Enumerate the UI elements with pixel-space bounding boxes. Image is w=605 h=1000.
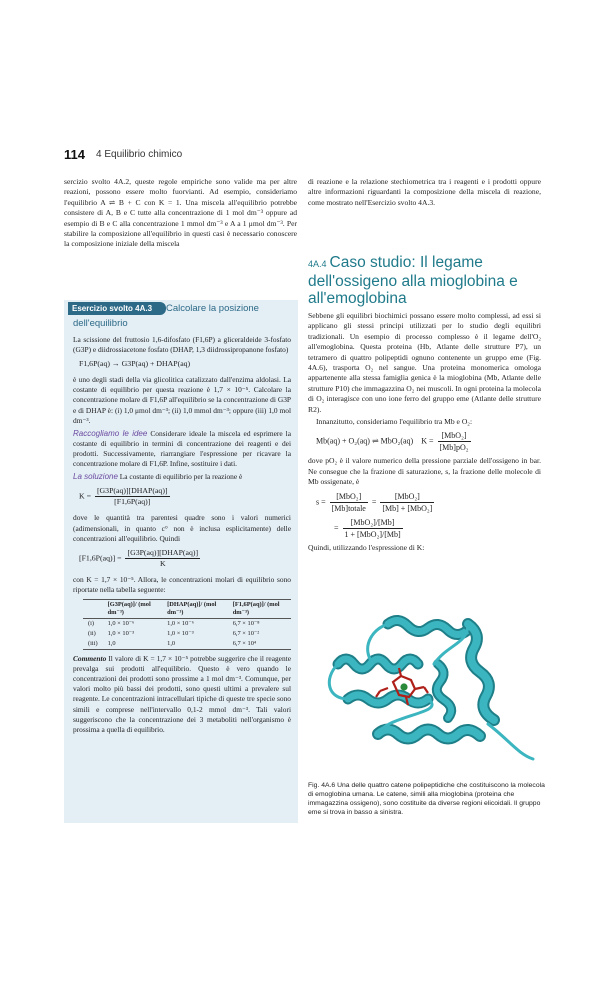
worked-example-title-2: dell'equilibrio xyxy=(73,318,128,329)
table-header: [DHAP(aq)]/ (mol dm⁻³) xyxy=(162,600,228,619)
section-heading xyxy=(308,254,541,307)
fraction-numerator: [MbO₂] xyxy=(330,491,368,503)
table-cell: 1,0 × 10⁻⁶ xyxy=(167,620,194,628)
table-header: [G3P(aq)]/ (mol dm⁻³) xyxy=(103,600,163,619)
ideas-lead: Raccogliamo le idee xyxy=(73,428,148,438)
section-number: 4A.4 xyxy=(308,259,327,269)
protein-helices xyxy=(329,620,533,759)
table-cell: 1,0 × 10⁻³ xyxy=(167,630,194,638)
equation-saturation-2 xyxy=(334,517,541,540)
example-reaction: F1,6P(aq) → G3P(aq) + DHAP(aq) xyxy=(79,359,191,369)
solution-text-2: dove le quantità tra parentesi quadre sono i valori numerici (adimensionali, in quanto c° non è inclusa esplicitamente) delle concentrazioni all'equilibrio. Quindi xyxy=(73,513,291,543)
fraction-numerator: [MbO₂]/[Mb] xyxy=(343,517,403,529)
left-paragraph: sercizio svolto 4A.2, queste regole empiriche sono valide ma per altre reazioni, possono essere molto fuorvianti. Ad esempio, consideriamo l'equilibrio A ⇌ B + C con K = 1. Una miscela all'equilibrio potrebbe consistere di A, B e C tutte alla concentrazione di 1 mol dm⁻³ oppure ad esempio di B e C alla concentrazione 1 mmol dm⁻³ e A a 1 μmol dm⁻³. Per stabilire la composizione all'equilibrio in questi casi è necessario conoscere la composizione iniziale della miscela xyxy=(64,177,297,249)
section-title: Caso studio: Il legame dell'ossigeno alla mioglobina e all'emoglobina xyxy=(308,254,518,307)
fraction-denominator: [F1,6P(aq)] xyxy=(114,497,151,507)
table-row xyxy=(83,619,291,630)
section-paragraph-2: Innanzitutto, consideriamo l'equilibrio tra Mb e O₂: xyxy=(316,417,473,427)
worked-example-body xyxy=(73,335,291,738)
table-cell: 6,7 × 10⁴ xyxy=(228,639,291,650)
fraction-denominator: [Mb] + [MbO₂] xyxy=(382,503,433,513)
left-column-text xyxy=(64,177,297,252)
equation-k xyxy=(79,486,291,507)
table-cell: 1,0 × 10⁻³ xyxy=(107,630,135,638)
fraction-numerator: [G3P(aq)][DHAP(aq)] xyxy=(125,548,200,559)
table-cell: 1,0 xyxy=(162,639,228,650)
section-paragraph-3: dove pO₂ è il valore numerico della pressione parziale dell'ossigeno in bar. Ne consegue che la frazione di saturazione, s, la frazione delle molecole di Mb ossigenate, è xyxy=(308,456,541,487)
section-paragraph-4: Quindi, utilizzando l'espressione di K: xyxy=(308,542,425,552)
table-cell: (ii) xyxy=(88,630,96,638)
example-question: è uno degli stadi della via glicolitica catalizzato dall'enzima aldolasi. La costante di equilibrio per questa reazione è 1,7 × 10⁻⁵. Calcolare la concentrazione molare di F1,6P all'equilibrio se la concentrazione di G3P e di DHAP è: (i) 1,0 μmol dm⁻³; (ii) 1,0 mmol dm⁻³; oppure (iii) 1,0 mol dm⁻³. xyxy=(73,375,291,425)
figure-caption: Fig. 4A.6 Una delle quattro catene polipeptidiche che costituiscono la molecola di emoglobina umana. Le catene, simili alla mioglobina (proteina che immagazzina ossigeno), sono costituite da diverse regioni elicoidali. Il gruppo eme si trova in basso a sinistra. xyxy=(308,782,545,816)
fraction-s3 xyxy=(343,517,403,540)
fraction-numerator: [G3P(aq)][DHAP(aq)] xyxy=(95,486,170,497)
comment-lead: Commento xyxy=(73,654,107,664)
example-intro: La scissione del fruttosio 1,6-difosfato (F1,6P) a gliceraldeide 3-fosfato (G3P) e diidrossiacetone fosfato (DHAP, 1,3 diidrossipropanone fosfato) xyxy=(73,335,291,355)
worked-example-tab: Esercizio svolto 4A.3 xyxy=(68,302,166,315)
solution-text-3: con K = 1,7 × 10⁻⁵. Allora, le concentrazioni molari di equilibrio sono riportate nella tabella seguente: xyxy=(73,574,291,594)
right-column-top xyxy=(308,177,541,210)
table-header: [F1,6P(aq)]/ (mol dm⁻³) xyxy=(228,600,291,619)
equation-s-label: s = xyxy=(316,497,326,507)
fraction-k-example xyxy=(95,486,170,507)
fraction-s2 xyxy=(380,491,434,514)
example-solution xyxy=(73,472,291,482)
table-cell: 6,7 × 10⁻⁸ xyxy=(232,620,260,628)
section-body xyxy=(308,311,541,555)
k-label: K = xyxy=(79,491,91,501)
section-paragraph-1: Sebbene gli equilibri biochimici possano essere molto complessi, ad essi si applicano gli stessi principi utilizzati per lo studio degli equilibri tradizionali. Un esempio di processo complesso è il legame dell'O₂ all'emoglobina. Questa proteina (Hb, Atlante delle strutture P7), un tetramero di quattro polipeptidi ognuno contenente un gruppo eme (Fig. 4A.6), trasporta O₂ nel sangue. Una proteina monomerica omologa appartenente alla stessa famiglia genica è la mioglobina (Mb, Atlante delle strutture P10) che immagazzina O₂ nei muscoli. In ogni proteina la molecola di O₂ interagisce con uno ione ferro del gruppo eme (Atlante delle strutture R2). xyxy=(308,311,541,414)
fraction-numerator: [MbO₂] xyxy=(438,430,471,442)
page-number: 114 xyxy=(64,147,85,162)
fraction-f16p xyxy=(125,548,200,569)
table-header-row xyxy=(83,600,291,619)
table-cell: (i) xyxy=(88,620,95,628)
example-comment xyxy=(73,654,291,735)
fraction-denominator: [Mb]totale xyxy=(331,503,366,513)
fraction-denominator: 1 + [MbO₂]/[Mb] xyxy=(344,529,401,539)
chapter-title: 4 Equilibrio chimico xyxy=(96,149,183,160)
equation-saturation xyxy=(316,491,541,514)
protein-ribbon-figure xyxy=(318,604,544,774)
equals-sign: = xyxy=(334,523,339,533)
equation-reaction: Mb(aq) + O₂(aq) ⇌ MbO₂(aq) xyxy=(316,436,414,446)
equation-k-label: K = xyxy=(421,436,434,446)
equilibrium-table xyxy=(83,599,291,650)
worked-example-title: Calcolare la posizione xyxy=(166,303,259,314)
equation-f16p xyxy=(79,548,291,569)
table-cell: 1,0 × 10⁻⁶ xyxy=(107,620,135,628)
equation-binding-equilibrium xyxy=(316,430,541,453)
fraction-numerator: [MbO₂] xyxy=(380,491,434,503)
fraction-s1 xyxy=(330,491,368,514)
table-header xyxy=(83,600,103,619)
table-row xyxy=(83,639,291,650)
example-ideas xyxy=(73,429,291,469)
page-header xyxy=(64,147,544,167)
table-cell: 6,7 × 10⁻² xyxy=(232,630,260,638)
comment-text: Il valore di K = 1,7 × 10⁻⁵ potrebbe suggerire che il reagente prevalga sui prodotti all'equilibrio. Questo è vero quando le concentrazioni dei prodotti sono prossime a 1 mol dm⁻³. Comunque, per valori molto più bassi dei prodotti, sono questi ultimi a prevalere sul reagente. Le concentrazioni intracellulari tipiche di queste tre specie sono simili e comprese nell'intervallo 0,1-2 mmol dm⁻³. Tali valori suggeriscono che la concentrazione dei 3 metaboliti nell'organismo è prossima a quella di equilibrio. xyxy=(73,654,291,734)
solution-text: La costante di equilibrio per la reazione è xyxy=(119,472,243,482)
loop-coil xyxy=(488,724,533,759)
table-cell: (iii) xyxy=(83,639,103,650)
right-top-paragraph: di reazione e la relazione stechiometrica tra i reagenti e i prodotti oppure altre informazioni riguardanti la composizione della miscela di reazione, come mostrato nell'Esercizio svolto 4A.3. xyxy=(308,177,541,207)
equals-sign: = xyxy=(371,497,377,507)
table-cell: 1,0 xyxy=(103,639,163,650)
fraction-k xyxy=(438,430,471,453)
fraction-denominator: K xyxy=(159,558,166,568)
f16p-label: [F1,6P(aq)] = xyxy=(79,553,122,563)
table-row xyxy=(83,629,291,639)
solution-lead: La soluzione xyxy=(73,472,118,482)
fraction-denominator: [Mb]pO₂ xyxy=(439,443,469,453)
ideas-text: Considerare ideale la miscela ed esprimere la costante di equilibrio in termini di concentrazione dei reagenti e dei prodotti. Successivamente, riarrangiare l'espressione per ricavare la concentrazione molare di F1,6P. Infine, sostituire i dati. xyxy=(73,428,291,469)
